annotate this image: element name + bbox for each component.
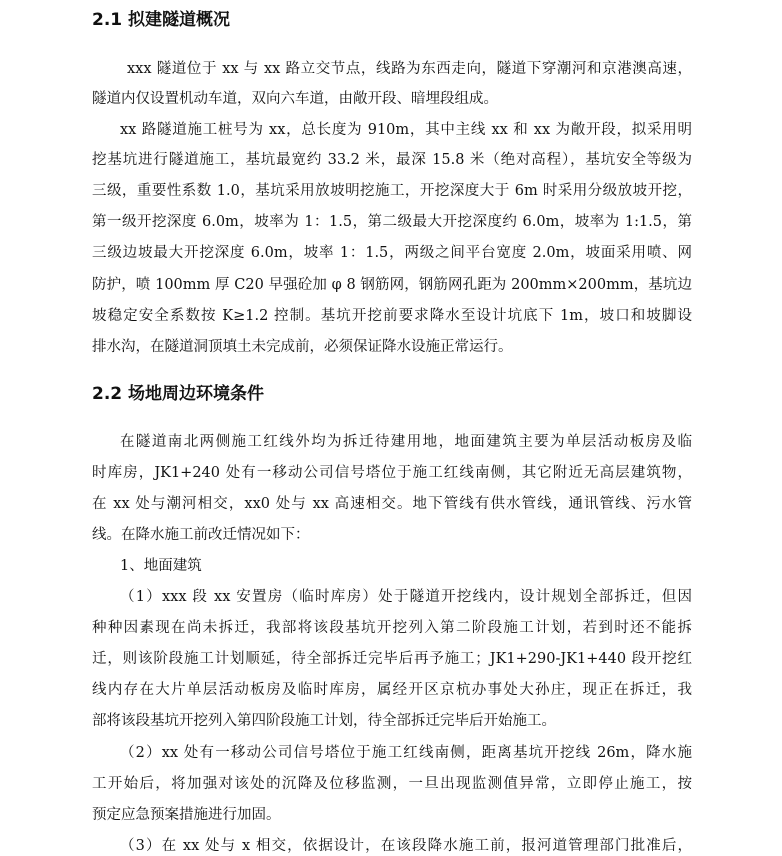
paragraph-line: 时库房，JK1+240 处有一移动公司信号塔位于施工红线南侧，其它附近无高层建筑物， [92,465,692,481]
paragraph-line: （3）在 xx 处与 x 相交，依据设计，在该段降水施工前，报河道管理部门批准后， [120,838,692,854]
paragraph-line: 坡稳定安全系数按 K≥1.2 控制。基坑开挖前要求降水至设计坑底下 1m，坡口和坡脚设 [92,308,692,324]
paragraph-line: 三级边坡最大开挖深度 6.0m，坡率 1：1.5，两级之间平台宽度 2.0m，坡面采用喷、网 [92,245,692,261]
paragraph-line: 在隧道南北两侧施工红线外均为拆迁待建用地，地面建筑主要为单层活动板房及临 [120,434,692,450]
paragraph-line: （2）xx 处有一移动公司信号塔位于施工红线南侧，距离基坑开挖线 26m，降水施 [120,745,692,761]
paragraph-line: 部将该段基坑开挖列入第四阶段施工计划，待全部拆迁完毕后开始施工。 [92,713,556,729]
paragraph-line: 在 xx 处与潮河相交，xx0 处与 xx 高速相交。地下管线有供水管线，通讯管线、污水管 [92,496,692,512]
paragraph-line: xx 路隧道施工桩号为 xx，总长度为 910m，其中主线 xx 和 xx 为敞开段，拟采用明 [120,122,692,138]
paragraph-line: 隧道内仅设置机动车道，双向六车道，由敞开段、暗埋段组成。 [92,91,498,107]
paragraph-line: 迁，则该阶段施工计划顺延，待全部拆迁完毕后再予施工；JK1+290-JK1+440 段开挖红 [92,651,692,667]
paragraph-line: xxx 隧道位于 xx 与 xx 路立交节点，线路为东西走向，隧道下穿潮河和京港澳高速， [127,61,692,77]
paragraph-line: 线。在降水施工前改迁情况如下： [92,527,310,543]
subheading-ground-buildings: 1、地面建筑 [120,558,202,574]
paragraph-line: 防护，喷 100mm 厚 C20 早强砼加 φ 8 钢筋网，钢筋网孔距为 200mm×200mm，基坑边 [92,277,692,293]
paragraph-line: 线内存在大片单层活动板房及临时库房，属经开区京杭办事处大孙庄，现正在拆迁，我 [92,682,692,698]
paragraph-line: 三级，重要性系数 1.0，基坑采用放坡明挖施工，开挖深度大于 6m 时采用分级放坡开挖， [92,183,692,199]
paragraph-line: 第一级开挖深度 6.0m，坡率为 1：1.5，第二级最大开挖深度约 6.0m，坡率为 1:1.5，第 [92,214,692,230]
paragraph-line: 种种因素现在尚未拆迁，我部将该段基坑开挖列入第二阶段施工计划，若到时还不能拆 [92,620,692,636]
paragraph-line: 挖基坑进行隧道施工，基坑最宽约 33.2 米，最深 15.8 米（绝对高程），基坑安全等级为 [92,152,692,168]
paragraph-line: 预定应急预案措施进行加固。 [92,807,281,823]
paragraph-line: 排水沟，在隧道洞顶填土未完成前，必须保证降水设施正常运行。 [92,339,513,355]
section-heading-2-1: 2.1 拟建隧道概况 [92,10,231,30]
paragraph-line: （1）xxx 段 xx 安置房（临时库房）处于隧道开挖线内，设计规划全部拆迁，但因 [120,589,692,605]
section-heading-2-2: 2.2 场地周边环境条件 [92,384,265,404]
paragraph-line: 工开始后，将加强对该处的沉降及位移监测，一旦出现监测值异常，立即停止施工，按 [92,776,692,792]
